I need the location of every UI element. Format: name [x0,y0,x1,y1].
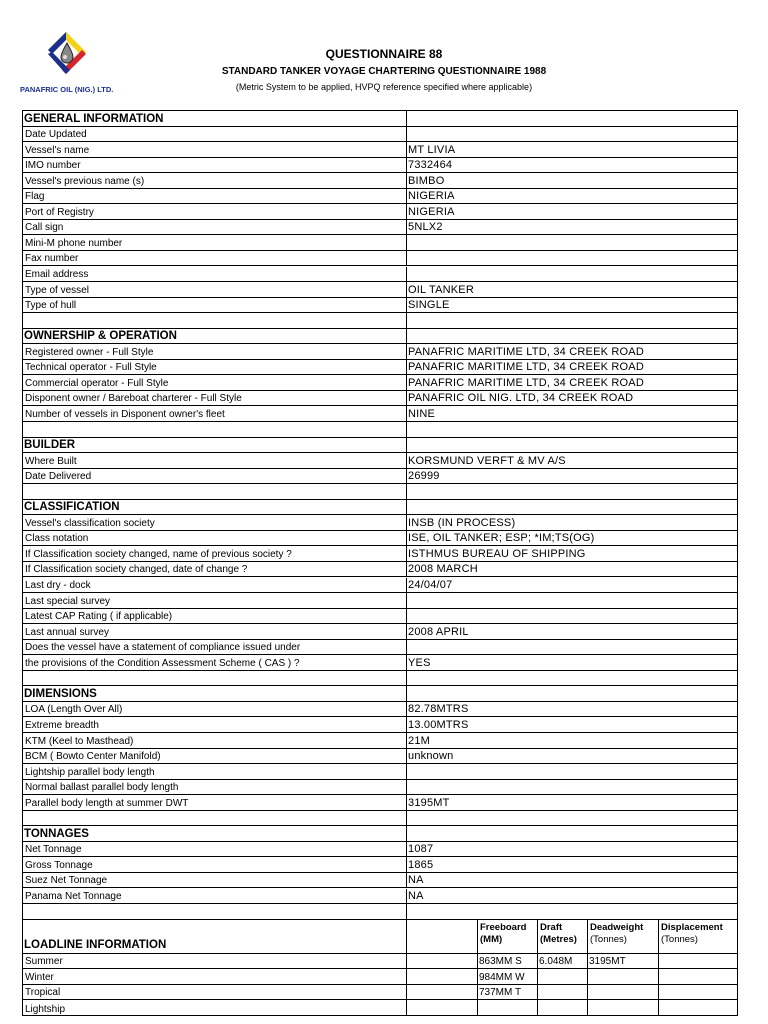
loadline-row [23,954,737,970]
form-row [23,298,737,314]
form-row [23,717,737,733]
form-row [23,609,737,625]
form-row [23,795,737,811]
field-value: ISTHMUS BUREAU OF SHIPPING [408,547,586,560]
form-row [23,733,737,749]
header-name: Deadweight [590,921,644,933]
field-label: If Classification society changed, name of previous society ? [25,548,292,560]
field-label: Email address [25,269,89,281]
blank-row [23,671,737,687]
section-row [23,329,737,345]
field-value-cell[interactable] [406,267,737,282]
blank-row [23,811,737,827]
form-row [23,873,737,889]
header-name: Freeboard [480,921,527,933]
form-row [23,360,737,376]
loadline-title: LOADLINE INFORMATION [24,938,167,951]
column-divider [406,969,407,984]
field-label: Commercial operator - Full Style [25,377,169,389]
column-divider [406,422,407,437]
field-value: 5NLX2 [408,221,443,234]
section-heading: TONNAGES [24,827,89,840]
column-divider [406,920,407,953]
field-value-cell[interactable] [406,857,737,872]
blank-row [23,313,737,329]
loadline-label: Summer [25,956,63,968]
section-heading: CLASSIFICATION [24,501,120,514]
form-row [23,406,737,422]
company-name: PANAFRIC OIL (NIG.) LTD. [20,85,114,94]
field-label: Last special survey [25,595,111,607]
header-text [540,922,577,946]
section-row [23,686,737,702]
field-value: 24/04/07 [408,579,453,592]
field-value-cell[interactable] [406,469,737,484]
column-divider [406,1000,407,1016]
form-row [23,780,737,796]
field-label: Technical operator - Full Style [25,362,157,374]
field-value: NIGERIA [408,190,455,203]
section-heading: GENERAL INFORMATION [24,112,164,125]
column-divider [406,954,407,969]
form-row [23,531,737,547]
field-label: Vessel's previous name (s) [25,175,145,187]
field-value: 2008 MARCH [408,563,478,576]
header-name: Draft [540,921,563,933]
section-row [23,438,737,454]
field-value-cell[interactable] [406,391,737,406]
column-divider [406,811,407,826]
column-divider [406,500,407,515]
column-divider [406,111,407,126]
loadline-column-header [477,920,537,953]
section-heading: DIMENSIONS [24,687,97,700]
field-value-cell[interactable] [406,655,737,670]
loadline-row [23,985,737,1001]
field-value: 82.78MTRS [408,703,469,716]
form-row [23,344,737,360]
field-label: Vessel's classification society [25,517,155,529]
section-row [23,111,737,127]
field-label: Registered owner - Full Style [25,346,154,358]
field-value-cell[interactable] [406,842,737,857]
field-label: Latest CAP Rating ( if applicable) [25,611,173,623]
field-label: Vessel's name [25,144,90,156]
field-label: Type of hull [25,300,77,312]
field-value-cell[interactable] [406,640,737,655]
loadline-deadweight-value: 3195MT [589,956,626,968]
loadline-deadweight-cell[interactable] [587,969,658,984]
loadline-row [23,1000,737,1016]
form-row [23,235,737,251]
field-value-cell[interactable] [406,578,737,593]
loadline-deadweight-cell[interactable] [587,1000,658,1016]
form-row [23,267,737,283]
field-value-cell[interactable] [406,562,737,577]
field-label: Gross Tonnage [25,859,93,871]
field-value: YES [408,656,431,669]
field-label: Date Updated [25,129,87,141]
loadline-column-header [537,920,587,953]
form-row [23,142,737,158]
form-row [23,375,737,391]
field-label: Extreme breadth [25,719,99,731]
form-row [23,158,737,174]
loadline-draft-cell[interactable] [537,985,587,1000]
field-value-cell[interactable] [406,189,737,204]
field-label: Class notation [25,533,89,545]
header-text [590,922,643,946]
field-value-cell[interactable] [406,733,737,748]
field-label: BCM ( Bowto Center Manifold) [25,751,161,763]
field-value-cell[interactable] [406,609,737,624]
field-label: Number of vessels in Disponent owner's fleet [25,408,225,420]
loadline-label: Winter [25,971,54,983]
column-divider [406,313,407,328]
loadline-freeboard-value: 863MM S [479,956,522,968]
form-row [23,469,737,485]
loadline-column-header [587,920,658,953]
field-value: PANAFRIC MARITIME LTD, 34 CREEK ROAD [408,361,644,374]
form-row [23,562,737,578]
field-value: KORSMUND VERFT & MV A/S [408,454,566,467]
field-label: Normal ballast parallel body length [25,782,179,794]
loadline-displacement-cell[interactable] [658,1000,737,1016]
field-value-cell[interactable] [406,220,737,235]
questionnaire-form [22,110,738,1016]
loadline-freeboard-value: 984MM W [479,971,525,983]
form-row [23,857,737,873]
blank-row [23,484,737,500]
field-value: MT LIVIA [408,143,456,156]
field-label: Suez Net Tonnage [25,875,108,887]
field-label: Where Built [25,455,77,467]
field-value-cell[interactable] [406,235,737,250]
field-value-cell[interactable] [406,780,737,795]
field-label: Parallel body length at summer DWT [25,797,189,809]
field-value: 2008 APRIL [408,625,469,638]
form-row [23,127,737,143]
form-row [23,453,737,469]
column-divider [406,686,407,701]
page-subtitle: STANDARD TANKER VOYAGE CHARTERING QUESTIONNAIRE 1988 [221,66,547,77]
form-row [23,593,737,609]
field-label: Type of vessel [25,284,89,296]
page-note: (Metric System to be applied, HVPQ reference specified where applicable) [235,82,533,92]
header-unit: (Tonnes) [590,933,627,945]
loadline-displacement-cell[interactable] [658,969,737,984]
field-value: 13.00MTRS [408,718,469,731]
loadline-freeboard-cell[interactable] [477,969,537,984]
field-value-cell[interactable] [406,873,737,888]
form-row [23,189,737,205]
field-value: NA [408,890,424,903]
field-value-cell[interactable] [406,282,737,297]
section-row [23,500,737,516]
field-value-cell[interactable] [406,127,737,142]
column-divider [406,329,407,344]
section-heading: BUILDER [24,439,76,452]
loadline-deadweight-cell[interactable] [587,985,658,1000]
form-row [23,391,737,407]
field-label: KTM (Keel to Masthead) [25,735,134,747]
field-value-cell[interactable] [406,749,737,764]
field-label: Fax number [25,253,79,265]
header-unit: (MM) [480,933,503,945]
loadline-freeboard-cell[interactable] [477,1000,537,1016]
column-divider [406,985,407,1000]
loadline-deadweight-cell[interactable] [587,954,658,969]
field-label: Port of Registry [25,206,94,218]
field-value-cell[interactable] [406,593,737,608]
blank-row [23,422,737,438]
loadline-freeboard-cell[interactable] [477,985,537,1000]
form-row [23,251,737,267]
field-label: Net Tonnage [25,844,82,856]
field-value-cell[interactable] [406,453,737,468]
field-value: 3195MT [408,796,450,809]
column-divider [406,826,407,841]
form-row [23,842,737,858]
field-value-cell[interactable] [406,795,737,810]
field-value: ISE, OIL TANKER; ESP; *IM;TS(OG) [408,532,595,545]
form-row [23,204,737,220]
field-value: unknown [408,750,454,763]
loadline-column-header [658,920,737,953]
header-text [480,922,526,946]
header-unit: (Metres) [540,933,577,945]
form-row [23,702,737,718]
field-value: SINGLE [408,299,450,312]
loadline-displacement-cell[interactable] [658,985,737,1000]
field-value-cell[interactable] [406,251,737,266]
field-value-cell[interactable] [406,764,737,779]
field-label: If Classification society changed, date of change ? [25,564,248,576]
field-value-cell[interactable] [406,889,737,904]
form-row [23,624,737,640]
form-row [23,220,737,236]
column-divider [406,438,407,453]
field-value-cell[interactable] [406,717,737,732]
field-value-cell[interactable] [406,360,737,375]
section-row [23,826,737,842]
field-value-cell[interactable] [406,624,737,639]
field-label: Lightship parallel body length [25,766,155,778]
loadline-draft-cell[interactable] [537,969,587,984]
field-value-cell[interactable] [406,515,737,530]
header-name: Displacement [661,921,723,933]
field-label: Disponent owner / Bareboat charterer - Full Style [25,393,242,405]
loadline-header-row [23,920,737,954]
column-divider [406,904,407,919]
field-value: BIMBO [408,174,445,187]
field-value: 21M [408,734,430,747]
form-row [23,546,737,562]
loadline-freeboard-value: 737MM T [479,987,522,999]
field-value-cell[interactable] [406,173,737,188]
field-value: 1865 [408,858,434,871]
form-row [23,749,737,765]
field-value: PANAFRIC OIL NIG. LTD, 34 CREEK ROAD [408,392,634,405]
page-title: QUESTIONNAIRE 88 [325,47,443,61]
field-value: 7332464 [408,159,453,172]
field-value-cell[interactable] [406,298,737,313]
form-row [23,640,737,656]
form-row [23,282,737,298]
field-value: 1087 [408,843,434,856]
field-label: Last dry - dock [25,580,91,592]
field-value: NINE [408,407,436,420]
form-row [23,764,737,780]
field-label: IMO number [25,160,81,172]
loadline-label: Tropical [25,987,61,999]
field-value-cell[interactable] [406,375,737,390]
header-text [661,922,723,946]
field-value-cell[interactable] [406,546,737,561]
field-label: the provisions of the Condition Assessment Scheme ( CAS ) ? [25,657,300,669]
field-label: Flag [25,191,45,203]
form-row [23,173,737,189]
form-row [23,889,737,905]
field-value: 26999 [408,470,440,483]
loadline-draft-value: 6.048M [539,956,573,968]
field-label: Panama Net Tonnage [25,891,122,903]
field-value: NIGERIA [408,205,455,218]
form-row [23,578,737,594]
field-label: Call sign [25,222,64,234]
field-label: LOA (Length Over All) [25,704,123,716]
field-value-cell[interactable] [406,204,737,219]
form-row [23,515,737,531]
loadline-freeboard-cell[interactable] [477,954,537,969]
field-value-cell[interactable] [406,531,737,546]
loadline-label: Lightship [25,1003,66,1015]
field-value: INSB (IN PROCESS) [408,516,516,529]
column-divider [406,484,407,499]
loadline-draft-cell[interactable] [537,1000,587,1016]
form-row [23,655,737,671]
field-value-cell[interactable] [406,142,737,157]
field-value-cell[interactable] [406,158,737,173]
field-label: Does the vessel have a statement of compliance issued under [25,642,301,654]
field-label: Date Delivered [25,471,92,483]
field-value: NA [408,874,424,887]
field-label: Last annual survey [25,626,109,638]
loadline-displacement-cell[interactable] [658,954,737,969]
field-value: PANAFRIC MARITIME LTD, 34 CREEK ROAD [408,376,644,389]
header-unit: (Tonnes) [661,933,698,945]
field-value-cell[interactable] [406,406,737,421]
field-value-cell[interactable] [406,344,737,359]
field-value: OIL TANKER [408,283,474,296]
field-value-cell[interactable] [406,702,737,717]
loadline-draft-cell[interactable] [537,954,587,969]
loadline-row [23,969,737,985]
column-divider [406,671,407,686]
blank-row [23,904,737,920]
field-value: PANAFRIC MARITIME LTD, 34 CREEK ROAD [408,345,644,358]
section-heading: OWNERSHIP & OPERATION [24,330,177,343]
field-label: Mini-M phone number [25,237,123,249]
